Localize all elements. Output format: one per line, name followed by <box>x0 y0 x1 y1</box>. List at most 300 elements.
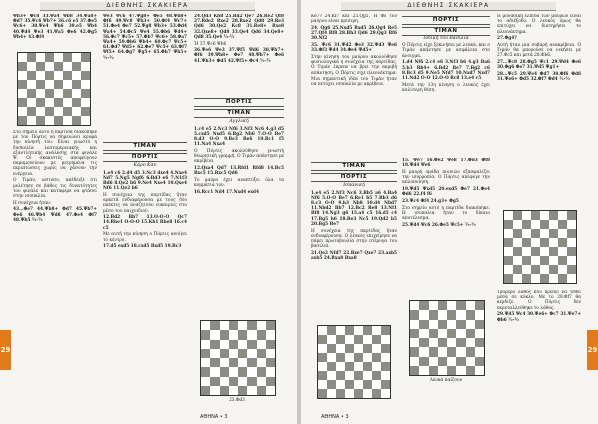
board-square <box>27 71 36 80</box>
board-square <box>266 377 275 386</box>
board-square <box>201 386 210 395</box>
board-square <box>36 71 45 80</box>
board-square <box>27 116 36 125</box>
board-square <box>475 357 484 366</box>
board-square <box>81 89 90 98</box>
board-square <box>63 71 72 80</box>
right-col3-para-4: 27...Ψc8 28.Φg5 Ψc1 29.Ψd4 Φe6 30.Φg6 Φe7 31.Ψd5 Ψg1+ <box>497 60 581 71</box>
board-square <box>229 321 238 330</box>
board-square <box>363 353 372 362</box>
board-square <box>247 367 256 376</box>
board-square <box>504 238 513 247</box>
right-col2-top-1: Ο Πόρτις είχε ξεκινήσει με λευκά, και ο Τιμάν απάντησε με ασφάλεια στο άνοιγμα. <box>402 43 490 59</box>
right-col1-top <box>311 14 397 159</box>
board-square <box>354 371 363 380</box>
left-col2-game-2: Η συνέχεια της παρτίδας ήταν αρκετά ενδιαφέρουσα με τους δύο παίκτες να αναζητούν ευκαιρίες στο μέσο του παιχνιδιού. <box>103 192 187 214</box>
board-square <box>558 256 567 265</box>
left-col2-game-3: 12.Bd2 Bb7 13.O-O-O Qc7 14.Rhe1 O-O-O 15.Kb1 Rhe8 16.c4 c5 <box>103 215 187 231</box>
right-col3-bottom <box>497 290 581 410</box>
board-square <box>447 320 456 329</box>
board-square <box>27 98 36 107</box>
board-square <box>327 371 336 380</box>
left-col3-game-4: Το μαύρο έχει αναπτύξει όλα τα κομμάτια του. <box>194 177 284 189</box>
board-square <box>63 80 72 89</box>
board-square <box>354 380 363 389</box>
board-square <box>27 53 36 62</box>
left-game2-opening: Αγγλική <box>229 119 249 125</box>
board-square <box>27 89 36 98</box>
board-square <box>238 321 247 330</box>
left-col2-game-4: Με αυτή την κίνηση ο Πόρτις ανοίγει το κέντρο. <box>103 232 187 243</box>
chess-diagram-left-1 <box>17 52 91 126</box>
left-game2-black: ΤΙΜΑΝ <box>194 109 284 118</box>
board-square <box>522 247 531 256</box>
left-page <box>0 0 297 424</box>
board-square <box>36 80 45 89</box>
board-square <box>522 220 531 229</box>
board-square <box>220 321 229 330</box>
board-square <box>238 377 247 386</box>
board-square <box>466 320 475 329</box>
board-square <box>381 380 390 389</box>
board-square <box>504 220 513 229</box>
board-square <box>531 265 540 274</box>
board-square <box>513 274 522 283</box>
board-square <box>210 340 219 349</box>
board-square <box>257 330 266 339</box>
board-square <box>63 116 72 125</box>
board-square <box>466 301 475 310</box>
board-square <box>466 366 475 375</box>
board-square <box>549 238 558 247</box>
left-col2-game-1: 1.e4 c6 2.d4 d5 3.Nc3 dxe4 4.Nxe4 Nd7 5.Ng5 Ngf6 6.Bd3 e6 7.N1f3 Bd6 8.Qe2 h6 9.Ne4 Nxe4 10.Qxe4 Nf6 11.Qe2 b6 <box>103 170 187 192</box>
board-square <box>72 71 81 80</box>
board-square <box>81 62 90 71</box>
left-col2-game-5: 17.d5 exd5 18.cxd5 Bxd5 19.Bc3 <box>103 244 182 250</box>
board-square <box>475 310 484 319</box>
board-square <box>513 229 522 238</box>
board-square <box>456 347 465 356</box>
board-square <box>447 310 456 319</box>
board-square <box>220 386 229 395</box>
board-square <box>210 358 219 367</box>
right-col3-top <box>497 14 581 204</box>
board-square <box>549 211 558 220</box>
board-square <box>229 349 238 358</box>
board-square <box>456 301 465 310</box>
board-square <box>513 238 522 247</box>
board-square <box>504 247 513 256</box>
board-square <box>410 320 419 329</box>
right-col1-top-2: 24. Qg6 25.Nxd5 Rxd5 26.Qg4 Re5 27.Qf4 Rf8 28.Bh3 Qd6 29.Qg3 Rf6 30.Nf2 <box>311 25 397 42</box>
board-square <box>210 367 219 376</box>
board-square <box>257 367 266 376</box>
board-square <box>318 326 327 335</box>
left-col1-top <box>13 14 97 50</box>
left-col3-top <box>194 14 284 94</box>
board-square <box>318 353 327 362</box>
board-square <box>549 274 558 283</box>
right-col1-game-1: 1.e4 e5 2.Nf3 Nc6 3.Bb5 a6 4.Ba4 Nf6 5.O-O Be7 6.Re1 b5 7.Bb3 d6 8.c3 O-O 9.h3 Nb8 10.d4 Nbd7 11.Nbd2 Bb7 12.Bc2 Re8 13.Nf1 Bf8 14.Ng3 g6 15.a4 c5 16.d5 c4 17.Bg5 h6 18.Be3 Nc5 19.Qd2 h5 20.Bg5 Be7 <box>311 190 397 227</box>
board-square <box>381 389 390 398</box>
board-square <box>513 256 522 265</box>
board-square <box>345 362 354 371</box>
board-square <box>447 338 456 347</box>
board-square <box>456 320 465 329</box>
board-square <box>549 220 558 229</box>
board-square <box>381 344 390 353</box>
right-col2-game-6: 25.Ψd4 Ψc6 26.Φe5 Ψc5+ ½-½ <box>402 222 476 228</box>
board-square <box>18 116 27 125</box>
board-square <box>318 371 327 380</box>
board-square <box>257 340 266 349</box>
board-square <box>201 367 210 376</box>
board-square <box>327 344 336 353</box>
board-square <box>549 229 558 238</box>
board-square <box>81 80 90 89</box>
left-page-side-tab: 29 <box>0 330 11 370</box>
board-square <box>354 326 363 335</box>
board-square <box>429 338 438 347</box>
board-square <box>372 371 381 380</box>
board-square <box>345 353 354 362</box>
board-square <box>419 301 428 310</box>
board-square <box>429 329 438 338</box>
board-square <box>522 265 531 274</box>
board-square <box>72 116 81 125</box>
left-game2-white: ΠΟΡΤΙΣ <box>194 98 284 107</box>
board-square <box>266 358 275 367</box>
board-square <box>266 349 275 358</box>
board-square <box>363 371 372 380</box>
board-square <box>540 238 549 247</box>
right-game1-white: ΤΙΜΑΝ <box>311 162 397 171</box>
board-square <box>466 347 475 356</box>
board-square <box>540 211 549 220</box>
board-square <box>238 367 247 376</box>
board-square <box>257 386 266 395</box>
board-square <box>210 321 219 330</box>
board-square <box>429 301 438 310</box>
board-square <box>327 362 336 371</box>
board-square <box>210 349 219 358</box>
right-col2-game-1: 15. Ψe7 16.Φe2 Ψe8 17.Φd3 Φf8 18.Ψd4 Ψe6 <box>402 158 490 169</box>
board-square <box>336 344 345 353</box>
board-square <box>372 380 381 389</box>
board-square <box>18 62 27 71</box>
board-square <box>201 358 210 367</box>
right-col1-para-2: Μια σημαντική ιδέα του Τιμάν ήταν να πετύχει ισοπαλία με ακρίβεια. <box>311 77 397 88</box>
board-square <box>336 380 345 389</box>
board-square <box>456 366 465 375</box>
left-col3-para-2: Ή 37.Ψc6 Ψb6 <box>194 41 227 47</box>
board-square <box>567 229 576 238</box>
right-game2-white: ΠΟΡΤΙΣ <box>402 16 490 25</box>
board-square <box>327 380 336 389</box>
board-square <box>372 326 381 335</box>
board-square <box>54 62 63 71</box>
board-square <box>345 380 354 389</box>
board-square <box>567 265 576 274</box>
board-square <box>429 347 438 356</box>
right-page-number: ΑΘΗΝΑ • 3 <box>321 414 349 420</box>
right-running-header: ΔΙΕΘΝΗΣ ΣΚΑΚΙΕΡΑ <box>341 2 556 11</box>
board-square <box>513 211 522 220</box>
right-col1-game-3: 21.Qe2 Nfd7 22.Bxe7 Qxe7 23.axb5 axb5 24.Rxa8 Bxa8 <box>311 250 397 262</box>
right-col1-top-3: 35. Ψc6 31.Ψd2 Φe3 32.Ψd3 Ψe6 33.Φf3 Ψd4 34.Φe4 Ψd5+ <box>311 43 397 54</box>
board-square <box>522 211 531 220</box>
board-square <box>504 274 513 283</box>
board-square <box>36 116 45 125</box>
board-square <box>72 107 81 116</box>
right-page <box>301 0 598 424</box>
board-square <box>475 366 484 375</box>
board-square <box>372 362 381 371</box>
board-square <box>336 362 345 371</box>
board-square <box>438 310 447 319</box>
left-diagram-caption: 23.Φd3 <box>229 398 245 403</box>
board-square <box>318 362 327 371</box>
board-square <box>210 377 219 386</box>
board-square <box>220 377 229 386</box>
chess-diagram-right-1 <box>317 325 391 399</box>
board-square <box>45 53 54 62</box>
board-square <box>72 89 81 98</box>
board-square <box>229 340 238 349</box>
right-col2-game-4: 23.Ψc4 Φf4 24.g3+ Φg5 <box>402 198 459 204</box>
board-square <box>18 107 27 116</box>
board-square <box>81 53 90 62</box>
board-square <box>549 256 558 265</box>
chess-diagram-left-2 <box>200 320 276 396</box>
board-square <box>210 330 219 339</box>
board-square <box>363 389 372 398</box>
board-square <box>522 256 531 265</box>
board-square <box>513 220 522 229</box>
board-square <box>81 116 90 125</box>
right-diagram-caption: Λευκά παίζουν <box>429 378 463 383</box>
board-square <box>201 349 210 358</box>
board-square <box>229 367 238 376</box>
board-square <box>438 357 447 366</box>
board-square <box>36 53 45 62</box>
board-square <box>247 340 256 349</box>
board-square <box>372 389 381 398</box>
left-col1-moves: Ψb3+ Φc8 33.Ψa4 Ψb8 34.Ψa8+ Φd7 35.Ψc6 Ψb7+ 36.c6 e5 37.Φe5 Ψc6+ 38.Ψe4 Ψb6 39.e5 Ψb4 40.Ψd4 Ψe3 41.Ψa5 Φe6 42.Φg5 Ψh4+ 43.Φf4 <box>13 14 97 40</box>
board-square <box>220 358 229 367</box>
right-col1-top-1: Ke7? 24.Kf7 και 25.Qg5, Ή Φε τον μαύρου είναι κρίσιμη. <box>311 14 397 25</box>
board-square <box>210 386 219 395</box>
board-square <box>558 238 567 247</box>
board-square <box>567 247 576 256</box>
board-square <box>466 338 475 347</box>
board-square <box>531 211 540 220</box>
board-square <box>419 338 428 347</box>
board-square <box>54 71 63 80</box>
board-square <box>447 366 456 375</box>
board-square <box>247 386 256 395</box>
board-square <box>531 238 540 247</box>
board-square <box>558 229 567 238</box>
board-square <box>447 329 456 338</box>
board-square <box>318 380 327 389</box>
board-square <box>447 357 456 366</box>
board-square <box>354 353 363 362</box>
board-square <box>238 386 247 395</box>
board-square <box>257 349 266 358</box>
left-col1-body <box>13 130 97 415</box>
board-square <box>363 362 372 371</box>
board-square <box>247 358 256 367</box>
board-square <box>18 53 27 62</box>
board-square <box>220 330 229 339</box>
left-running-header: ΔΙΕΘΝΗΣ ΣΚΑΚΙΕΡΑ <box>40 2 255 11</box>
board-square <box>540 256 549 265</box>
board-square <box>257 377 266 386</box>
right-col3-para-5: 28...Ψc5 29.Ψe4 Φd7 30.Φf6 Φd6 31.Ψe6+ Φd5 32.Φf7 Φd4 ½-½ <box>497 72 581 83</box>
board-square <box>447 301 456 310</box>
board-square <box>247 377 256 386</box>
board-square <box>381 335 390 344</box>
board-square <box>327 335 336 344</box>
board-square <box>45 62 54 71</box>
board-square <box>531 247 540 256</box>
board-square <box>45 116 54 125</box>
board-square <box>419 347 428 356</box>
right-col3-para-2: 27.Φg4? <box>497 36 517 42</box>
board-square <box>345 371 354 380</box>
board-square <box>229 386 238 395</box>
board-square <box>438 366 447 375</box>
board-square <box>456 329 465 338</box>
board-square <box>475 347 484 356</box>
board-square <box>72 62 81 71</box>
board-square <box>456 338 465 347</box>
board-square <box>419 320 428 329</box>
board-square <box>229 358 238 367</box>
left-col2-body <box>103 140 187 415</box>
left-col3-body <box>194 96 284 316</box>
board-square <box>531 229 540 238</box>
board-square <box>354 335 363 344</box>
right-game1-opening: Ισπανική <box>343 183 365 189</box>
board-square <box>220 349 229 358</box>
board-square <box>247 330 256 339</box>
board-square <box>567 211 576 220</box>
board-square <box>438 329 447 338</box>
board-square <box>540 220 549 229</box>
board-square <box>419 366 428 375</box>
board-square <box>327 353 336 362</box>
board-square <box>27 107 36 116</box>
board-square <box>238 340 247 349</box>
board-square <box>410 347 419 356</box>
board-square <box>447 347 456 356</box>
board-square <box>220 367 229 376</box>
board-square <box>419 329 428 338</box>
board-square <box>18 71 27 80</box>
board-square <box>513 247 522 256</box>
board-square <box>381 326 390 335</box>
left-col3-game-2: Ο Πόρτις ακολούθησε γνωστή θεωρητική γραμμή. Ο Τιμάν απάντησε με ακρίβεια. <box>194 148 284 165</box>
board-square <box>54 80 63 89</box>
board-square <box>558 265 567 274</box>
board-square <box>354 389 363 398</box>
board-square <box>410 338 419 347</box>
board-square <box>549 247 558 256</box>
board-square <box>54 116 63 125</box>
board-square <box>567 256 576 265</box>
board-square <box>45 80 54 89</box>
board-square <box>540 247 549 256</box>
left-col1-para-4: 43...Φe7 44.Ψb8+ Φd7 45.Ψb7+ Φe6 46.Ψb4 Ψd8 47.Φe4 Φf7 48.Ψb5 ½-½ <box>13 207 97 223</box>
board-square <box>336 335 345 344</box>
board-square <box>540 274 549 283</box>
board-square <box>63 62 72 71</box>
board-square <box>201 377 210 386</box>
board-square <box>410 366 419 375</box>
board-square <box>327 326 336 335</box>
board-square <box>45 107 54 116</box>
board-square <box>201 330 210 339</box>
left-col3-para-1: 24.Qd3 Kb8 25.Rd2 Qe7 26.Re2 Qf8 27.Rde2 Rxe2 28.Rxe2 Qd8 29.Re3 Qd6 30.Qe2 Kc8 31.Re8+ Rxe8 32.Qxe8+ Qd8 33.Qe4 Qd6 34.Qe8+ Qd8 35.Qe4 ½-½ <box>194 14 284 40</box>
board-square <box>567 238 576 247</box>
board-square <box>540 229 549 238</box>
board-square <box>504 229 513 238</box>
board-square <box>63 53 72 62</box>
board-square <box>372 335 381 344</box>
board-square <box>336 371 345 380</box>
board-square <box>558 274 567 283</box>
board-square <box>475 338 484 347</box>
board-square <box>372 344 381 353</box>
board-square <box>345 335 354 344</box>
board-square <box>45 89 54 98</box>
board-square <box>475 320 484 329</box>
board-square <box>513 265 522 274</box>
board-square <box>18 80 27 89</box>
board-square <box>540 265 549 274</box>
left-col3-para-3: 36.Ψe6 Ψe3 37.Ψf5 Ψd6 38.Ψh7+ Φf6 39.Ψh8+ Φe7 40.Ψh7+ Φe6 41.Ψh3+ Φd5 42.Ψf5+ Φc4 ½-½ <box>194 48 284 64</box>
board-square <box>72 53 81 62</box>
right-col2-intro <box>402 36 490 156</box>
board-square <box>531 256 540 265</box>
board-square <box>372 353 381 362</box>
board-square <box>81 71 90 80</box>
right-col1-body <box>311 160 397 322</box>
board-square <box>257 358 266 367</box>
board-square <box>363 326 372 335</box>
board-square <box>429 366 438 375</box>
board-square <box>429 320 438 329</box>
right-col3-bottom-2: 29.Ψd5 Ψc4 30.Ψe6+ Φc7 31.Ψe7+ Φb6 ½-½ <box>497 312 581 323</box>
board-square <box>238 358 247 367</box>
board-square <box>72 98 81 107</box>
board-square <box>18 98 27 107</box>
board-square <box>558 220 567 229</box>
right-col2-game-2: Η μαυρη ομάδα πιονιών εξασφαλίζει την ισορροπία. Ο Πόρτις απέφυγε την απλοποίηση. <box>402 169 490 186</box>
board-square <box>238 330 247 339</box>
board-square <box>419 357 428 366</box>
right-col1-para-1: Στην κίνηση του μαύρου ακολούθησε φυσιολογικά η συνέχεια της παρτίδας. Ο Τιμάν έπρεπε να βρει την ακριβή απάντηση. Ο Πόρτις είχε πλεονέκτημα. <box>311 54 397 76</box>
left-col1-para-2: Ο Τιμάν, ωστόσο, απέδειξε ότι μελέτησε σε βάθος τις δυνατότητες του φινάλε και κατάφερε να φτάσει στην ισοπαλία. <box>13 178 97 199</box>
board-square <box>266 321 275 330</box>
left-page-number: ΑΘΗΝΑ • 3 <box>200 414 228 420</box>
board-square <box>429 310 438 319</box>
board-square <box>201 340 210 349</box>
board-square <box>238 349 247 358</box>
board-square <box>456 357 465 366</box>
